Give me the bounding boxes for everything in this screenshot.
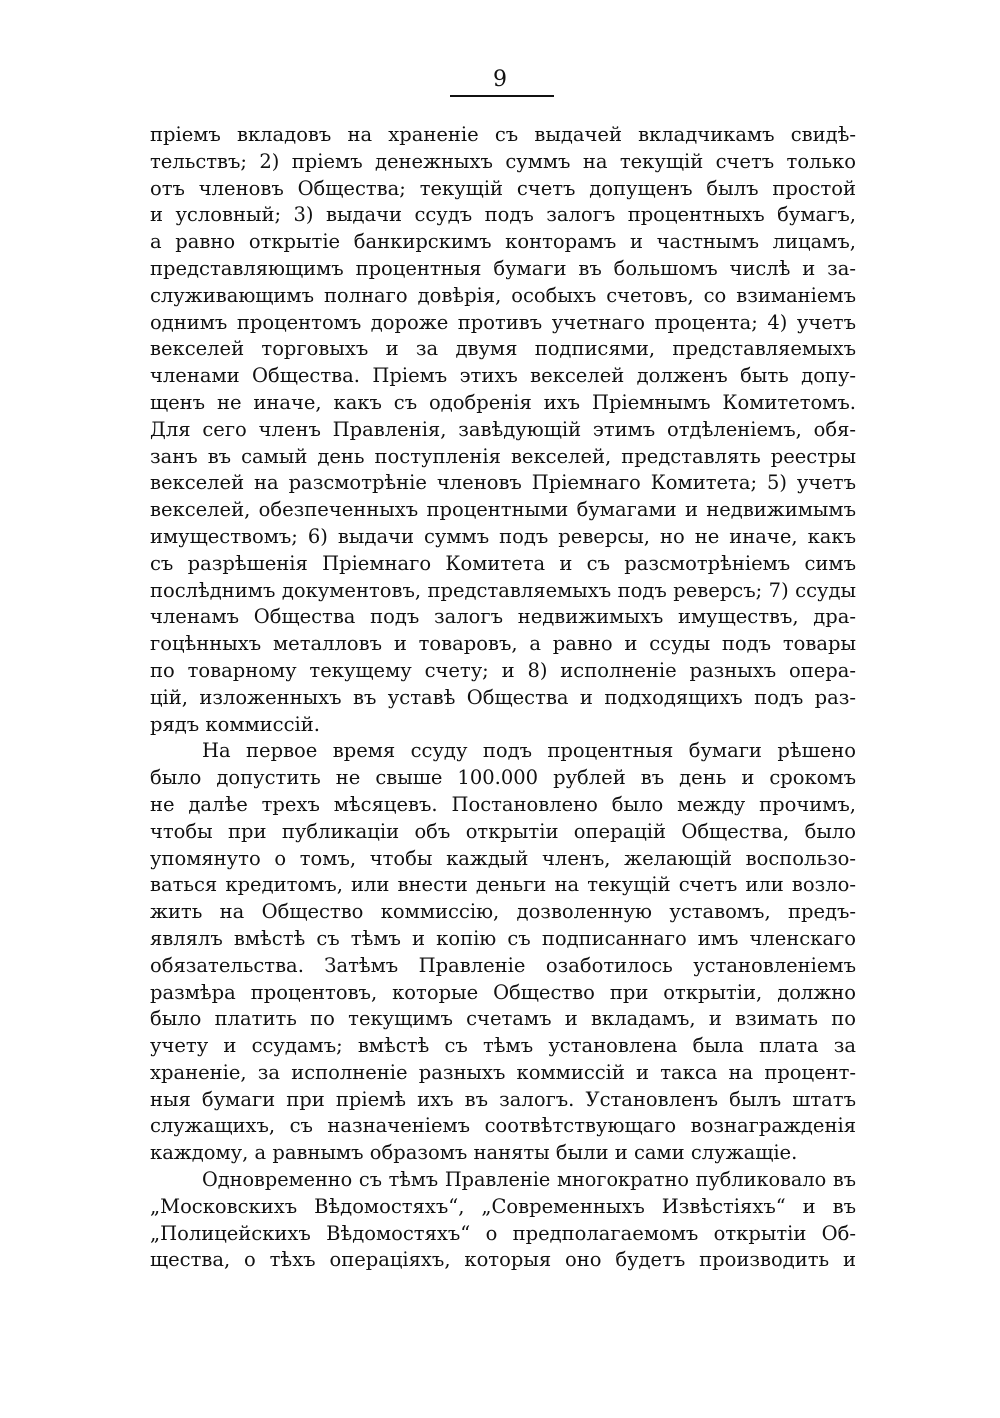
text-line: являлъ вмѣстѣ съ тѣмъ и копію съ подписаннаго имъ членскаго (150, 926, 856, 950)
text-line: векселей, обезпеченныхъ процентными бумагами и недвижимымъ (150, 498, 856, 522)
text-line: векселей на разсмотрѣніе членовъ Пріемнаго Комитета; 5) учетъ (150, 471, 856, 495)
text-line: представляющимъ процентныя бумаги въ большомъ числѣ и за- (150, 256, 856, 280)
text-line: и условный; 3) выдачи ссудъ подъ залогъ процентныхъ бумагъ, (150, 203, 856, 227)
text-line: тельствъ; 2) пріемъ денежныхъ суммъ на текущій счетъ только (150, 149, 856, 173)
text-line: занъ въ самый день поступленія векселей, представлять реестры (150, 444, 856, 468)
text-line: гоцѣнныхъ металловъ и товаровъ, а равно и ссуды подъ товары (150, 632, 856, 656)
text-line: щества, о тѣхъ операціяхъ, которыя оно будетъ производить и (150, 1248, 856, 1272)
text-line: векселей торговыхъ и за двумя подписями, представляемыхъ (150, 337, 856, 361)
text-line: послѣднимъ документовъ, представляемыхъ подъ реверсъ; 7) ссуды (150, 578, 856, 602)
text-line: цій, изложенныхъ въ уставѣ Общества и подходящихъ подъ раз- (150, 685, 856, 709)
text-line: не далѣе трехъ мѣсяцевъ. Постановлено было между прочимъ, (150, 792, 856, 816)
page-number-rule (450, 95, 554, 97)
page-number: 9 (493, 67, 507, 92)
text-line: жить на Общество коммиссію, дозволенную уставомъ, предъ- (150, 900, 856, 924)
text-line: храненіе, за исполненіе разныхъ коммиссій и такса на процент- (150, 1060, 856, 1084)
body-text (150, 122, 856, 1274)
text-line: имуществомъ; 6) выдачи суммъ подъ реверсы, но не иначе, какъ (150, 524, 856, 548)
paragraph-end-line: рядъ коммиссій. (150, 712, 320, 736)
text-line: ваться кредитомъ, или внести деньги на текущій счетъ или возло- (150, 873, 856, 897)
text-line: чтобы при публикаціи объ открытіи операцій Общества, было (150, 819, 856, 843)
text-line: а равно открытіе банкирскимъ конторамъ и частнымъ лицамъ, (150, 230, 856, 254)
text-line: по товарному текущему счету; и 8) исполненіе разныхъ опера- (150, 658, 856, 682)
text-line: было допустить не свыше 100.000 рублей въ день и срокомъ (150, 766, 856, 790)
text-line: размѣра процентовъ, которые Общество при открытіи, должно (150, 980, 856, 1004)
text-line: отъ членовъ Общества; текущій счетъ допущенъ былъ простой (150, 176, 856, 200)
text-line: упомянуто о томъ, чтобы каждый членъ, желающій воспользо- (150, 846, 856, 870)
text-line: щенъ не иначе, какъ съ одобренія ихъ Пріемнымъ Комитетомъ. (150, 390, 856, 414)
text-line: членамъ Общества подъ залогъ недвижимыхъ имуществъ, дра- (150, 605, 856, 629)
text-line: ныя бумаги при пріемѣ ихъ въ залогъ. Установленъ былъ штатъ (150, 1087, 856, 1111)
text-line: обязательства. Затѣмъ Правленіе озаботилось установленіемъ (150, 953, 856, 977)
text-line: „Полицейскихъ Вѣдомостяхъ“ о предполагаемомъ открытіи Об- (150, 1221, 856, 1245)
text-line: учету и ссудамъ; вмѣстѣ съ тѣмъ установлена была плата за (150, 1034, 856, 1058)
paragraph-end-line: каждому, а равнымъ образомъ наняты были и сами служащіе. (150, 1141, 798, 1165)
text-line: служащихъ, съ назначеніемъ соотвѣтствующаго вознагражденія (150, 1114, 856, 1138)
text-line: „Московскихъ Вѣдомостяхъ“, „Современныхъ Извѣстіяхъ“ и въ (150, 1194, 856, 1218)
text-line: пріемъ вкладовъ на храненіе съ выдачей вкладчикамъ свидѣ- (150, 123, 856, 146)
text-line: служивающимъ полнаго довѣрія, особыхъ счетовъ, со взиманіемъ (150, 283, 856, 307)
paragraph-start-line: Одновременно съ тѣмъ Правленіе многократно публиковало въ (202, 1168, 856, 1192)
text-line: съ разрѣшенія Пріемнаго Комитета и съ разсмотрѣніемъ симъ (150, 551, 856, 575)
text-line: членами Общества. Пріемъ этихъ векселей долженъ быть допу- (150, 364, 856, 388)
text-line: было платить по текущимъ счетамъ и вкладамъ, и взимать по (150, 1007, 856, 1031)
text-line: Для сего членъ Правленія, завѣдующій этимъ отдѣленіемъ, обя- (150, 417, 856, 441)
text-line: однимъ процентомъ дороже противъ учетнаго процента; 4) учетъ (150, 310, 856, 334)
paragraph-start-line: На первое время ссуду подъ процентныя бумаги рѣшено (202, 739, 856, 763)
